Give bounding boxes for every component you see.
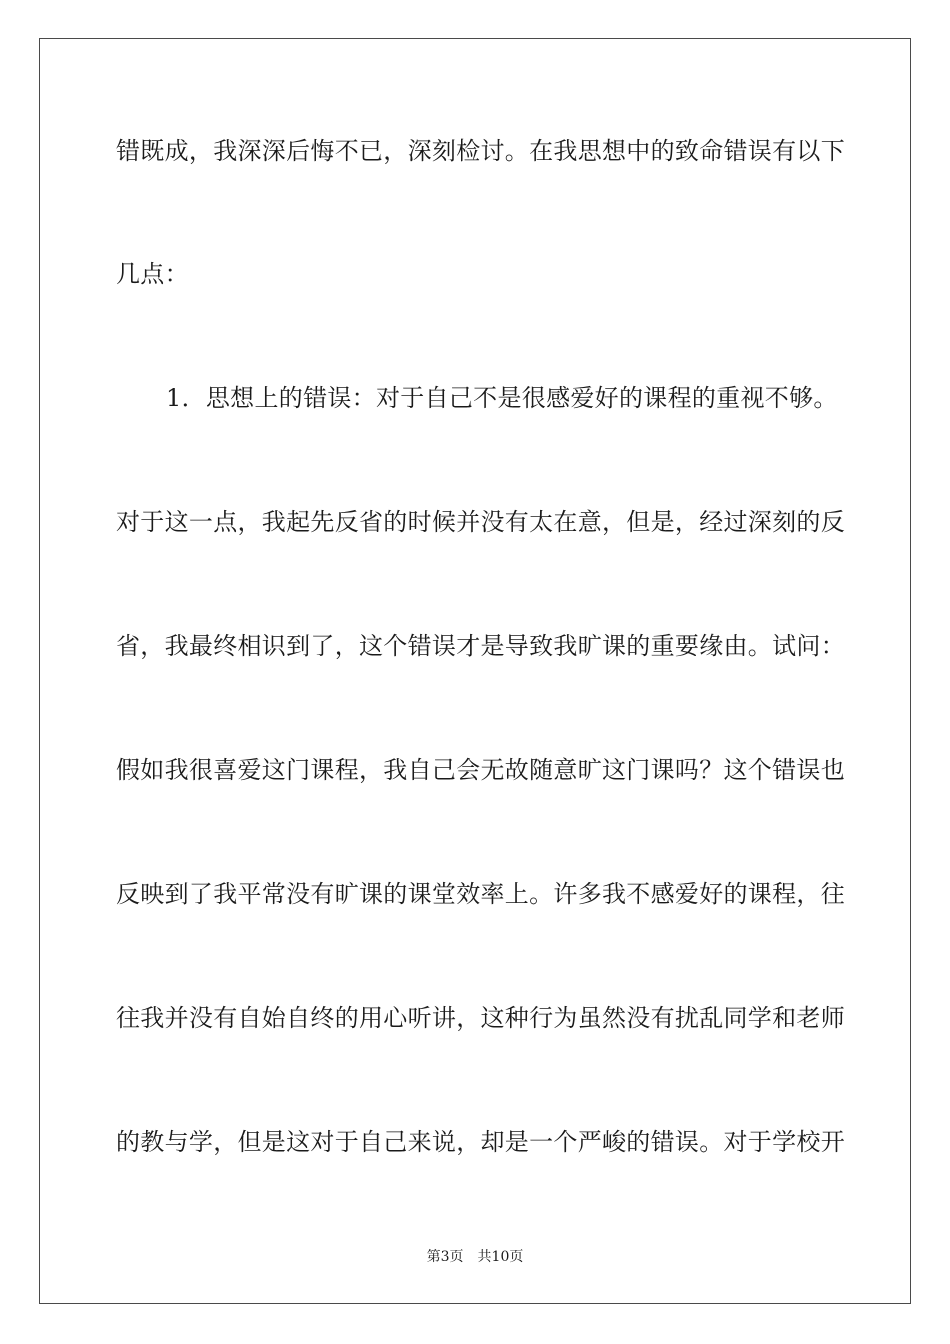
page-footer <box>0 1248 950 1266</box>
paragraph-line-1: 错既成，我深深后悔不已，深刻检讨。在我思想中的致命错误有以下 <box>116 137 845 165</box>
paragraph-line-5: 省，我最终相识到了，这个错误才是导致我旷课的重要缘由。试问： <box>116 632 845 660</box>
page-border <box>39 38 911 1304</box>
paragraph-line-2: 几点： <box>116 260 189 288</box>
paragraph-line-7: 反映到了我平常没有旷课的课堂效率上。许多我不感爱好的课程，往 <box>116 880 845 908</box>
page-number-total: 共10页 <box>477 1249 524 1265</box>
list-item-1-heading: 1．思想上的错误：对于自己不是很感爱好的课程的重视不够。 <box>166 384 838 412</box>
paragraph-line-8: 往我并没有自始自终的用心听讲，这种行为虽然没有扰乱同学和老师 <box>116 1004 845 1032</box>
paragraph-line-4: 对于这一点，我起先反省的时候并没有太在意，但是，经过深刻的反 <box>116 508 845 536</box>
paragraph-line-6: 假如我很喜爱这门课程，我自己会无故随意旷这门课吗？这个错误也 <box>116 756 845 784</box>
page-number-current: 第3页 <box>426 1249 464 1265</box>
paragraph-line-9: 的教与学，但是这对于自己来说，却是一个严峻的错误。对于学校开 <box>116 1128 845 1156</box>
